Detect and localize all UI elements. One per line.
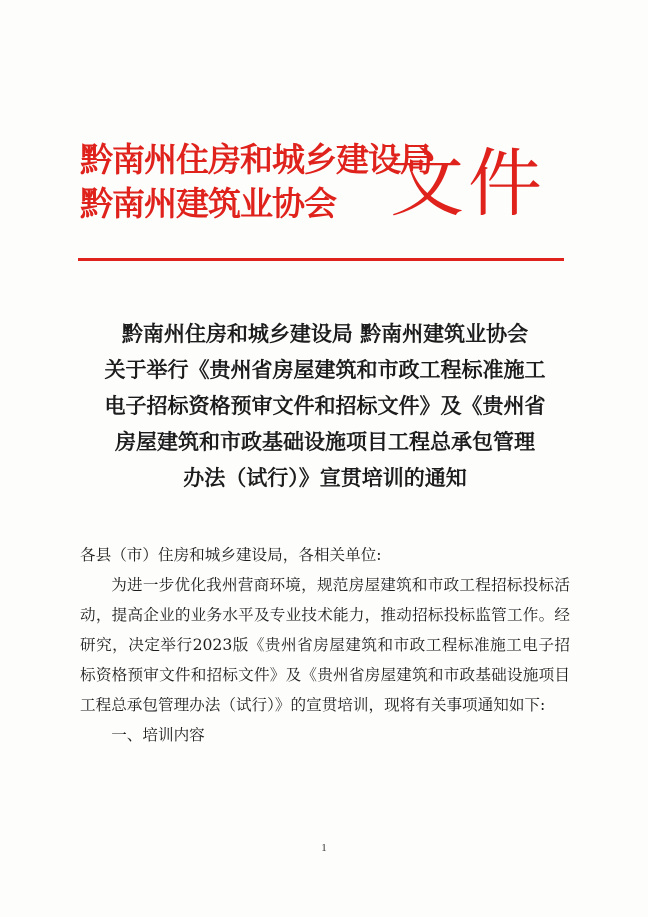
title-line: 办法（试行）》宣贯培训的通知 (183, 465, 467, 490)
issuer-construction-association: 黔南州建筑业协会 (80, 184, 336, 223)
page-number: 1 (321, 842, 327, 854)
title-line: 关于举行《贵州省房屋建筑和市政工程标准施工 (104, 357, 546, 382)
notice-body (80, 540, 570, 750)
notice-title (70, 316, 580, 496)
title-line: 房屋建筑和市政基础设施项目工程总承包管理 (115, 429, 535, 454)
header-divider (78, 258, 564, 261)
issuer-housing-bureau: 黔南州住房和城乡建设局 (80, 140, 432, 179)
intro-paragraph: 为进一步优化我州营商环境，规范房屋建筑和市政工程招标投标活动，提高企业的业务水平及专业技术能力，推动招标投标监管工作。经研究，决定举行2023版《贵州省房屋建筑和市政工程标准施工电子招标资格预审文件和招标文件》及《贵州省房屋建筑和市政基础设施项目工程总承包管理办法（试行）》的宣贯培训，现将有关事项通知如下: (80, 576, 570, 714)
document-type-label: 文件 (390, 141, 546, 227)
title-line: 电子招标资格预审文件和招标文件》及《贵州省 (104, 393, 546, 418)
salutation: 各县（市）住房和城乡建设局，各相关单位: (80, 546, 382, 564)
section-heading: 一、培训内容 (111, 726, 205, 744)
title-line: 黔南州住房和城乡建设局 黔南州建筑业协会 (121, 321, 529, 346)
issuing-authorities (80, 138, 432, 226)
